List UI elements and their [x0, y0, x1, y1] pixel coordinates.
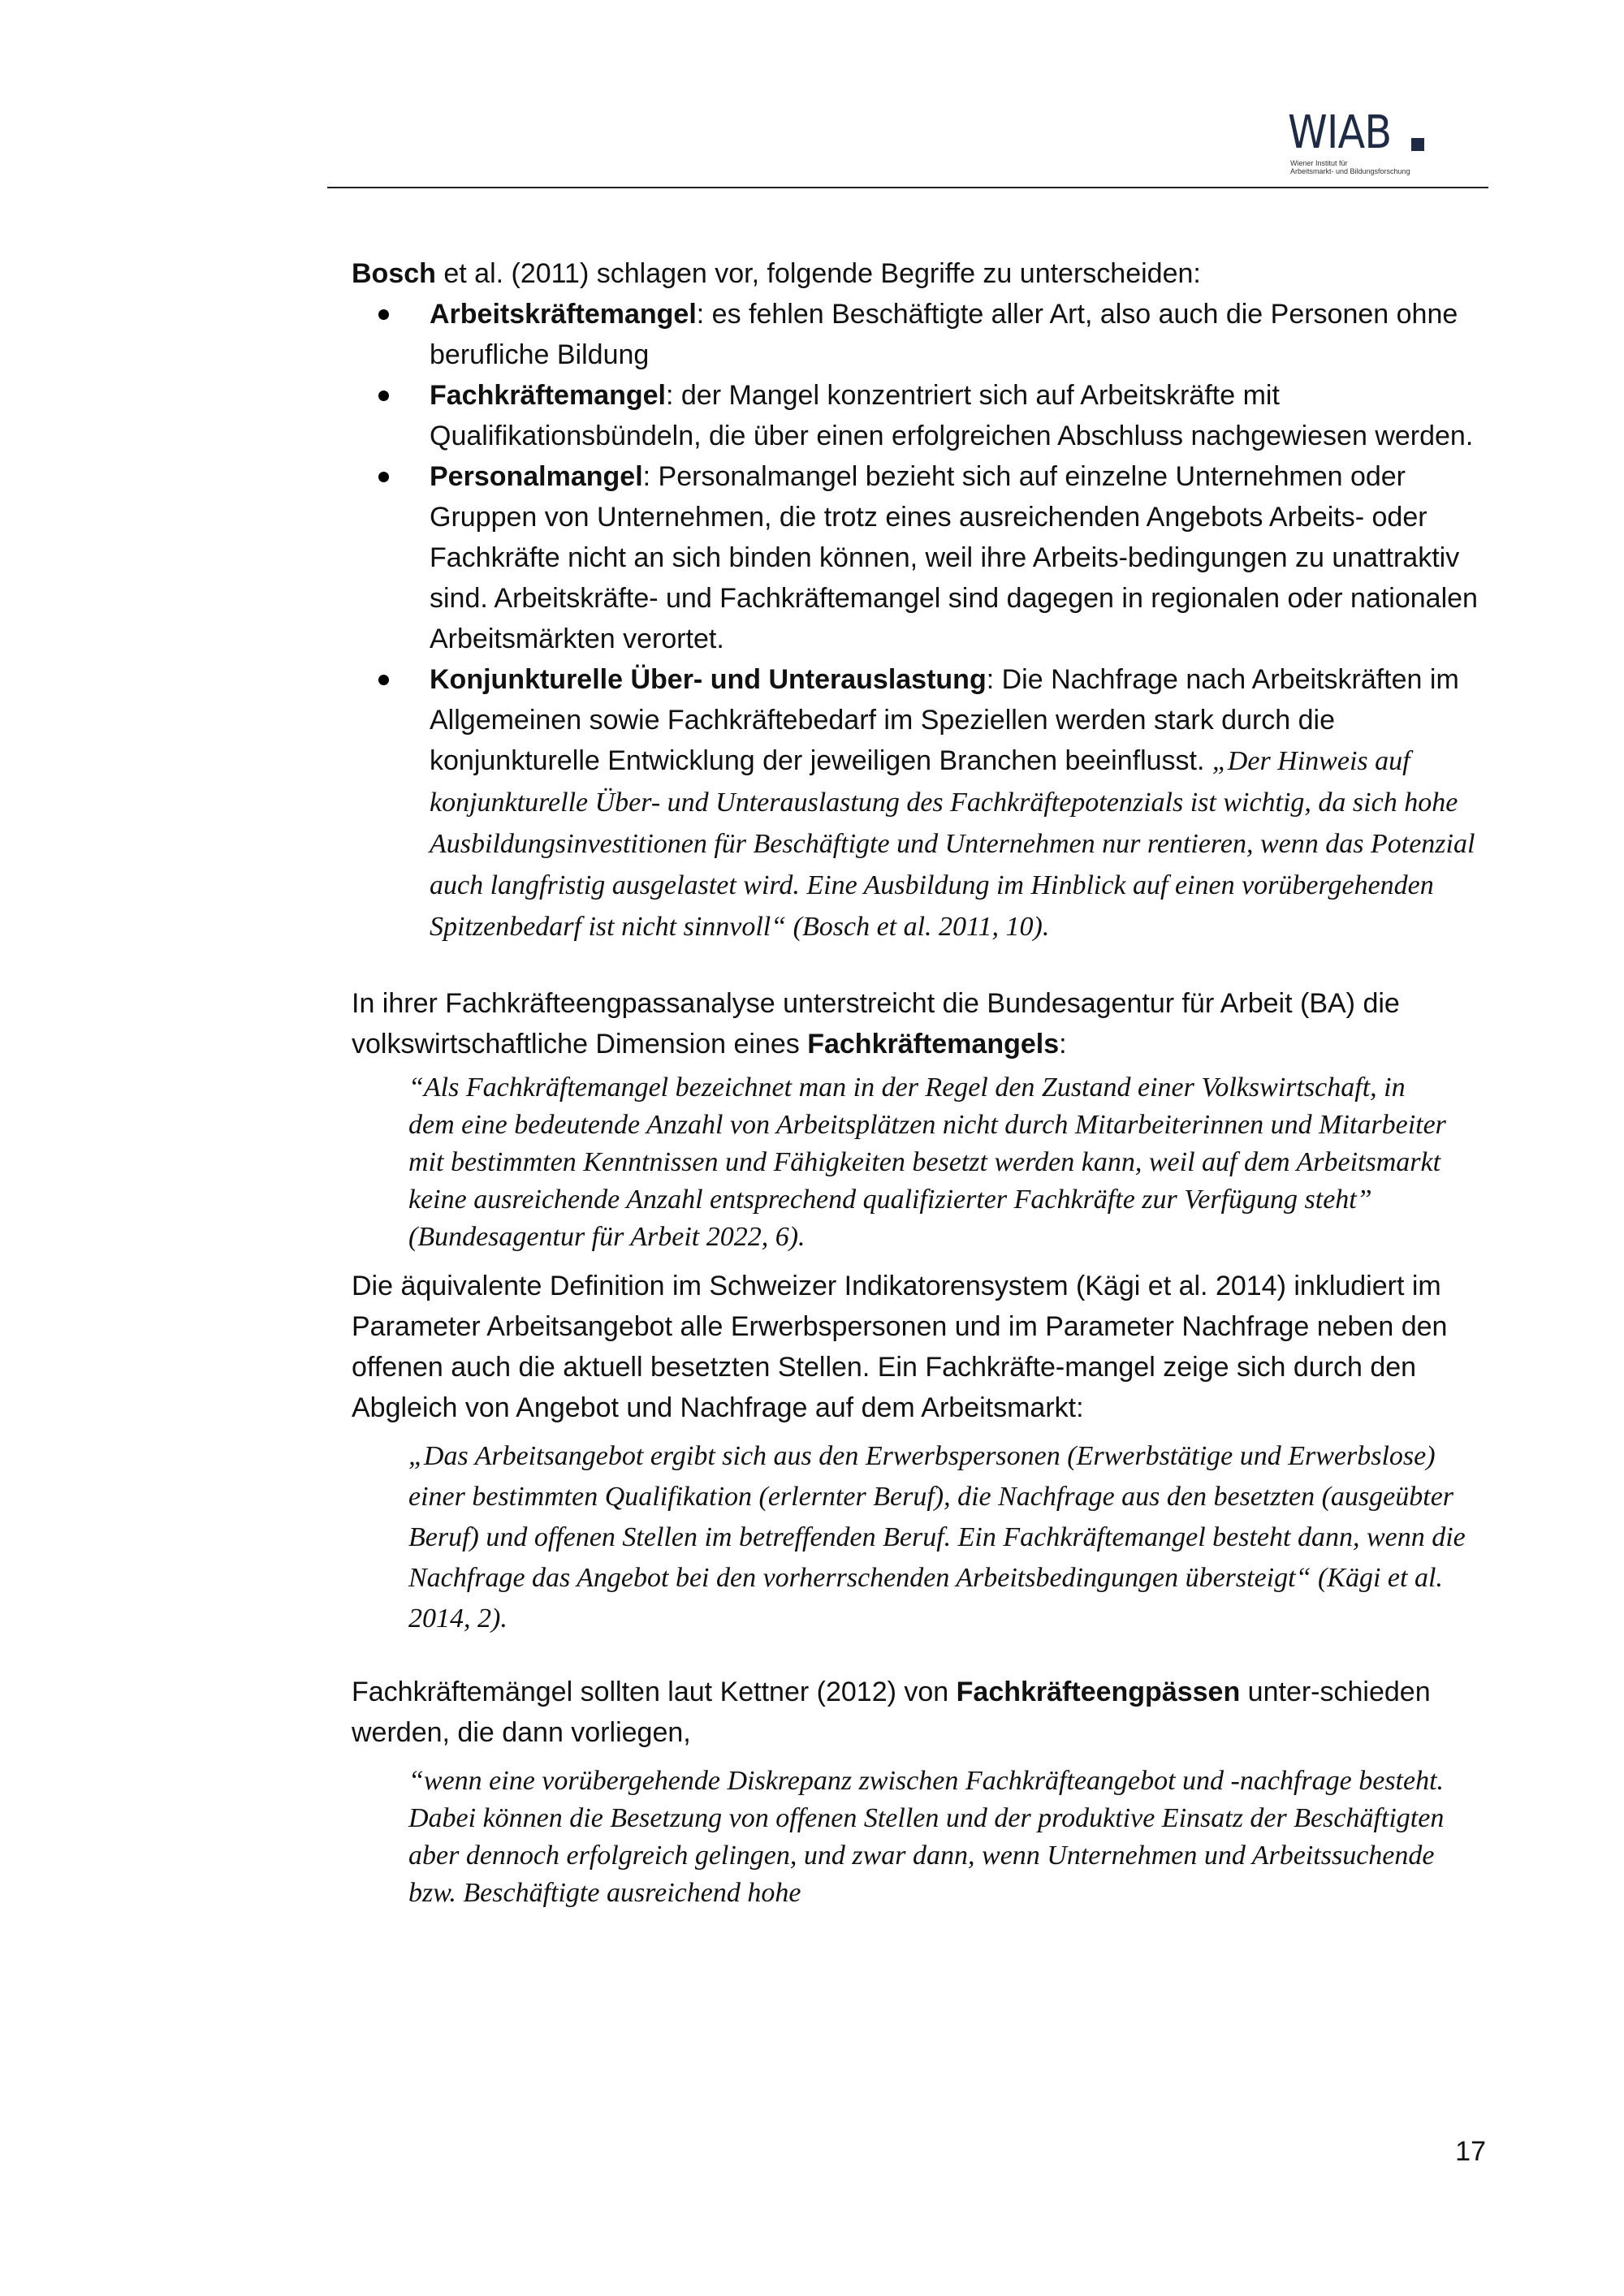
kettner-bold-term: Fachkräfteengpässen — [956, 1677, 1241, 1707]
list-item-text: : es fehlen Beschäftigte aller Art, also auch die Personen ohne berufliche Bildung — [430, 299, 1458, 370]
page-number: 17 — [1455, 2136, 1486, 2167]
intro-text: et al. (2011) schlagen vor, folgende Begriffe zu unterscheiden: — [435, 258, 1201, 289]
intro-author: Bosch — [352, 258, 436, 289]
logo-subtitle — [1290, 159, 1453, 175]
swiss-paragraph: Die äquivalente Definition im Schweizer Indikatorensystem (Kägi et al. 2014) inkludiert im Parameter Arbeitsangebot alle Erwerbspersonen und im Parameter Nachfrage neben den offenen auch die aktuell besetzten Stellen. Ein Fachkräfte-mangel zeige sich durch den Abgleich von Angebot und Nachfrage auf dem Arbeitsmarkt: — [352, 1271, 1448, 1423]
intro-paragraph — [352, 253, 1482, 294]
ba-bold-term: Fachkräftemangels — [807, 1029, 1060, 1060]
list-item-text: : Personalmangel bezieht sich auf einzelne Unternehmen oder Gruppen von Unternehmen, die trotz eines ausreichenden Angebots Arbeits- oder Fachkräfte nicht an sich binden können, weil ihre Arbeits-bedingungen zu unattraktiv sind. Arbeitskräfte- und Fachkräftemangel sind dagegen in regionalen oder nationalen Arbeitsmärkten verortet. — [430, 461, 1478, 654]
list-item-term: Fachkräftemangel — [430, 380, 666, 411]
definition-list — [352, 294, 1482, 947]
kettner-text: Fachkräftemängel sollten laut Kettner (2012) von — [352, 1677, 957, 1707]
swiss-quote: „Das Arbeitsangebot ergibt sich aus den Erwerbspersonen (Erwerbstätige und Erwerbslose) einer bestimmten Qualifikation (erlernter Beruf), die Nachfrage aus den besetzten (ausgeübter Beruf) und offenen Stellen im betreffenden Beruf. Ein Fachkräftemangel besteht dann, wenn die Nachfrage das Angebot bei den vorherrschenden Arbeitsbedingungen übersteigt“ (Kägi et al. 2014, 2). — [408, 1441, 1466, 1634]
list-item-term: Arbeitskräftemangel — [430, 299, 697, 330]
bosch-quote: „Der Hinweis auf konjunkturelle Über- und Unterauslastung des Fachkräftepotenzials ist wichtig, da sich hohe Ausbildungsinvestitionen für Beschäftigte und Unternehmen nur rentieren, wenn das Potenzial auch langfristig ausgelastet wird. Eine Ausbildung im Hinblick auf einen vorübergehenden Spitzenbedarf ist nicht sinnvoll“ (Bosch et al. 2011, 10). — [430, 746, 1475, 942]
ba-paragraph — [352, 983, 1482, 1064]
list-item-term: Personalmangel — [430, 461, 643, 492]
list-item — [352, 659, 1482, 947]
ba-tail: : — [1059, 1029, 1067, 1060]
kettner-quote: “wenn eine vorübergehende Diskrepanz zwischen Fachkräfteangebot und -nachfrage besteht. Dabei können die Besetzung von offenen Stellen und der produktive Einsatz der Beschäftigten aber dennoch erfolgreich gelingen, und zwar dann, wenn Unternehmen und Arbeitssuchende bzw. Beschäftigte ausreichend hohe — [408, 1766, 1445, 1908]
bullet-icon — [378, 675, 389, 685]
ba-text: In ihrer Fachkräfteengpassanalyse unterstreicht die Bundesagentur für Arbeit (BA) die volkswirtschaftliche Dimension eines — [352, 988, 1400, 1060]
logo-square-icon — [1411, 138, 1424, 151]
logo-subtitle-line-1: Wiener Institut für — [1290, 159, 1348, 167]
bullet-icon — [378, 472, 389, 482]
logo-text: WIAB — [1288, 106, 1392, 159]
ba-quote: “Als Fachkräftemangel bezeichnet man in der Regel den Zustand einer Volkswirtschaft, in dem eine bedeutende Anzahl von Arbeitsplätzen nicht durch Mitarbeiterinnen und Mitarbeiter mit bestimmten Kenntnissen und Fähigkeiten besetzt werden kann, weil auf dem Arbeitsmarkt keine ausreichende Anzahl entsprechend qualifizierter Fachkräfte zur Verfügung steht” (Bundesagentur für Arbeit 2022, 6). — [408, 1072, 1446, 1252]
kettner-tail: unter-schieden werden, die dann vorliegen, — [352, 1677, 1431, 1748]
list-item — [352, 456, 1482, 659]
kettner-paragraph — [352, 1672, 1482, 1753]
page-body — [352, 253, 1482, 1912]
bullet-icon — [378, 309, 389, 320]
bullet-icon — [378, 391, 389, 401]
list-item — [352, 375, 1482, 456]
logo-subtitle-line-2: Arbeitsmarkt- und Bildungsforschung — [1290, 167, 1410, 175]
list-item-term: Konjunkturelle Über- und Unterauslastung — [430, 664, 987, 695]
wiab-logo — [1288, 106, 1442, 175]
list-item — [352, 294, 1482, 375]
list-item-text: : Die Nachfrage nach Arbeitskräften im Allgemeinen sowie Fachkräftebedarf im Speziellen werden stark durch die konjunkturelle Entwicklung der jeweiligen Branchen beeinflusst. — [430, 664, 1459, 776]
header-divider — [327, 187, 1488, 188]
list-item-text: : der Mangel konzentriert sich auf Arbeitskräfte mit Qualifikationsbündeln, die über einen erfolgreichen Abschluss nachgewiesen werden. — [430, 380, 1474, 451]
